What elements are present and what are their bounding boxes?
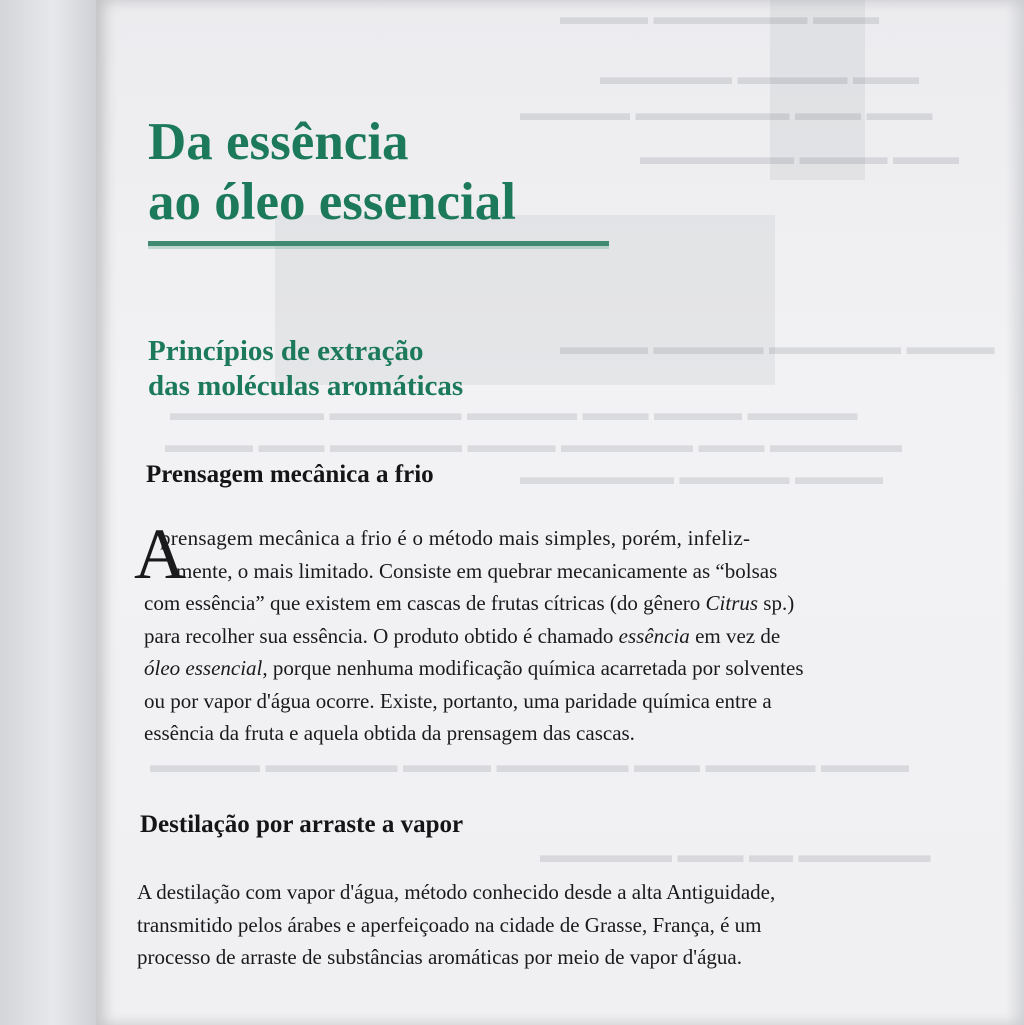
paragraph-line xyxy=(144,652,930,685)
show-through-text: ▬▬▬▬▬▬▬ ▬▬▬▬▬▬ ▬▬▬▬▬ ▬▬▬ ▬▬▬▬ ▬▬▬▬▬ xyxy=(170,400,858,425)
paragraph-line: prensagem mecânica a frio é o método mais simples, porém, infeliz- xyxy=(160,526,751,550)
paragraph-line xyxy=(144,587,930,620)
section-heading-line-1: Princípios de extração xyxy=(148,335,424,367)
paragraph-text: com essência” que existem em cascas de frutas cítricas (do gênero xyxy=(144,591,706,615)
show-through-text: ▬▬▬▬▬▬▬ ▬▬▬▬▬ ▬▬▬▬ xyxy=(520,464,883,489)
paragraph-text: para recolher sua essência. O produto obtido é chamado xyxy=(144,623,619,648)
section-heading xyxy=(148,334,463,404)
show-through-text: ▬▬▬▬▬ ▬▬▬▬▬▬▬ ▬▬▬ ▬▬▬ xyxy=(520,100,933,125)
show-through-text: ▬▬▬▬ ▬▬▬▬▬▬▬ ▬▬▬ xyxy=(560,4,879,29)
chapter-title xyxy=(148,112,668,232)
section-heading-line-2: das moléculas aromáticas xyxy=(148,370,464,402)
paragraph-line: mente, o mais limitado. Consiste em quebrar mecanicamente as “bolsas xyxy=(176,558,778,583)
show-through-text: ▬▬▬▬ ▬▬▬ ▬▬▬▬▬▬ ▬▬▬▬ ▬▬▬▬▬▬ ▬▬▬ ▬▬▬▬▬▬ xyxy=(165,432,902,457)
steam-distillation-heading: Destilação por arraste a vapor xyxy=(140,811,464,838)
paragraph-italic: Citrus xyxy=(705,591,759,615)
page-right-shadow xyxy=(1006,0,1024,1025)
show-through-text: ▬▬▬▬▬ ▬▬▬▬▬▬ ▬▬▬▬ ▬▬▬▬▬▬ ▬▬▬ ▬▬▬▬▬ ▬▬▬▬ xyxy=(150,752,909,777)
show-through-text: ▬▬▬▬▬▬ ▬▬▬ ▬▬ ▬▬▬▬▬▬ xyxy=(540,842,931,867)
title-underline xyxy=(148,241,609,246)
left-page-edge xyxy=(0,0,96,1025)
paragraph-line: A destilação com vapor d'água, método conhecido desde a alta Antiguidade, xyxy=(137,880,776,904)
show-through-text: ▬▬▬▬▬▬▬ ▬▬▬▬ ▬▬▬ xyxy=(640,144,959,169)
paragraph-line xyxy=(144,620,930,653)
chapter-title-line-1: Da essência xyxy=(148,113,409,171)
paragraph-line: ou por vapor d'água ocorre. Existe, portanto, uma paridade química entre a xyxy=(144,688,772,713)
chapter-title-line-2: ao óleo essencial xyxy=(148,173,516,231)
paragraph-line: processo de arraste de substâncias aromáticas por meio de vapor d'água. xyxy=(137,945,742,969)
paragraph-text: sp.) xyxy=(758,591,795,615)
paragraph-text: em vez de xyxy=(689,623,781,648)
paragraph-line: essência da fruta e aquela obtida da prensagem das cascas. xyxy=(144,721,635,745)
steam-distillation-paragraph xyxy=(137,876,937,974)
show-through-text: ▬▬▬▬ ▬▬▬▬▬ ▬▬▬▬▬▬ ▬▬▬▬ xyxy=(560,334,995,359)
cold-press-paragraph xyxy=(144,522,930,750)
paragraph-line: transmitido pelos árabes e aperfeiçoado na cidade de Grasse, França, é um xyxy=(137,912,762,937)
paragraph-italic: essência xyxy=(618,623,690,648)
drop-cap: A xyxy=(134,514,186,594)
show-through-text: ▬▬▬▬▬▬ ▬▬▬▬▬ ▬▬▬ xyxy=(600,64,919,89)
paragraph-text: , porque nenhuma modificação química acarretada por solventes xyxy=(262,656,804,680)
paragraph-italic: óleo essencial xyxy=(144,656,263,680)
cold-press-heading: Prensagem mecânica a frio xyxy=(146,461,434,488)
